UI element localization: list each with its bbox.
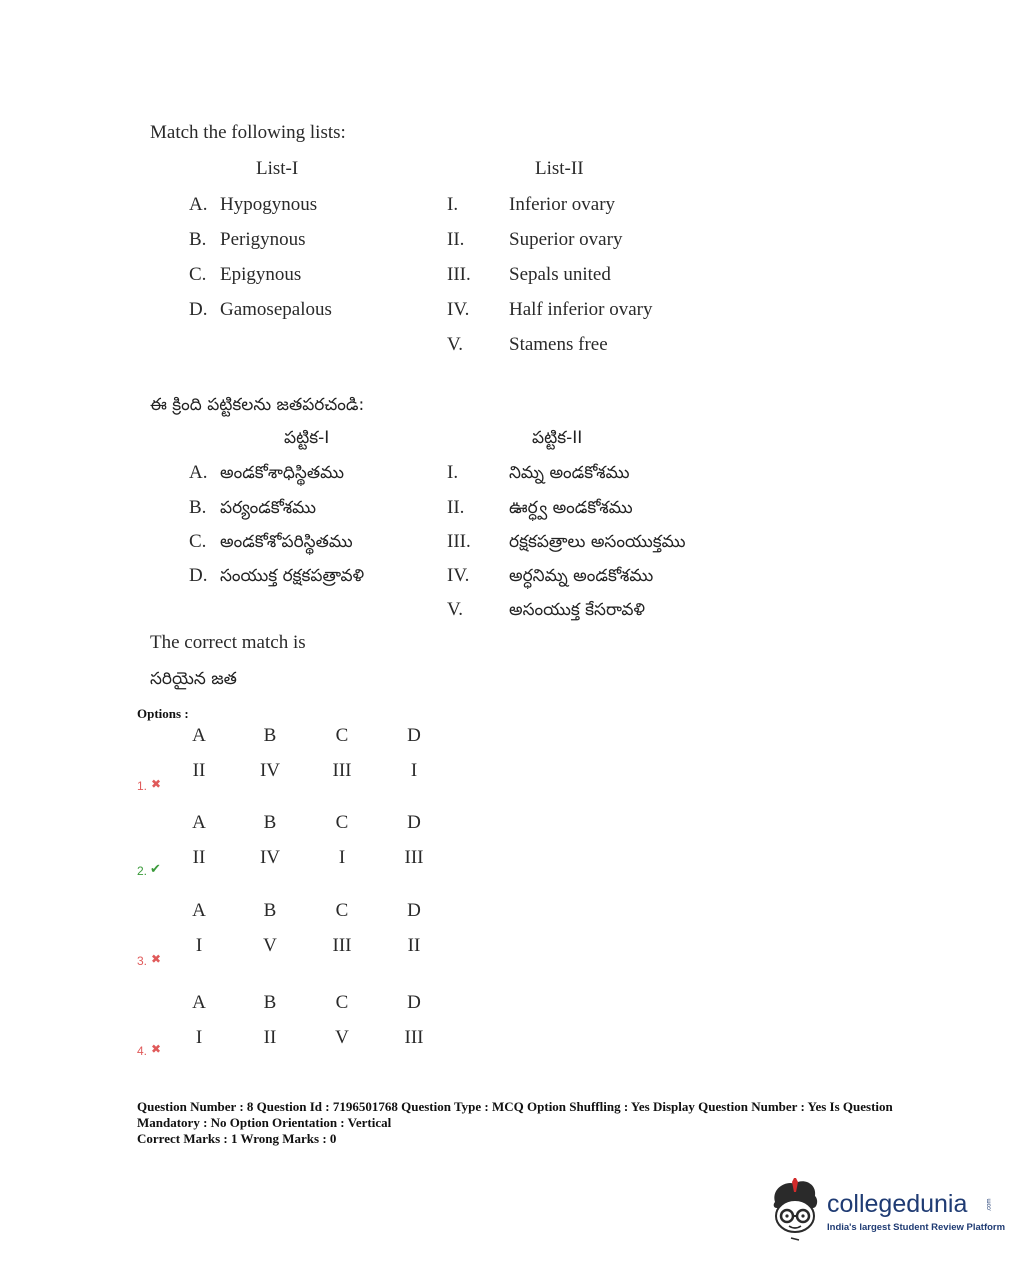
question-prompt-te: ఈ క్రింది పట్టికలను జతపరచండి:	[150, 395, 365, 415]
te-list2-numeral: II.	[447, 497, 465, 518]
list2-item: Superior ovary	[509, 229, 623, 250]
option-value: I	[195, 1027, 203, 1048]
te-list2-item: ఊర్ధ్వ అండకోశము	[509, 498, 633, 518]
list1-title: List-I	[256, 158, 299, 179]
option-value: III	[332, 935, 352, 956]
option-value: IV	[259, 847, 281, 868]
te-list1-letter: B.	[189, 497, 207, 518]
te-list1-letter: C.	[189, 531, 207, 552]
option-header: B	[263, 725, 277, 746]
te-list1-title: పట్టిక-I	[284, 428, 330, 448]
option-value: I	[195, 935, 203, 956]
te-list2-item: అర్ధనిమ్న అండకోశము	[509, 566, 654, 586]
list2-numeral: IV.	[447, 299, 470, 320]
option-number: 4.	[137, 1044, 148, 1058]
correct-check-icon: ✔	[150, 861, 161, 876]
te-list1-item: అండకోశోపరిస్థితము	[220, 532, 353, 552]
te-list1-item: సంయుక్త రక్షకపత్రావళి	[220, 566, 365, 586]
te-list2-title: పట్టిక-II	[532, 428, 583, 448]
logo-com: .com	[986, 1198, 993, 1212]
option-value: III	[404, 847, 424, 868]
option-header: C	[335, 812, 349, 833]
logo-tagline: India's largest Student Review Platform	[827, 1222, 1006, 1233]
option-header: B	[263, 812, 277, 833]
list2-title: List-II	[535, 158, 584, 179]
logo-wordmark: collegedunia	[827, 1190, 968, 1218]
te-list2-item: అసంయుక్త కేసరావళి	[509, 600, 645, 620]
option-header: C	[335, 725, 349, 746]
option-value: IV	[259, 760, 281, 781]
list2-numeral: III.	[447, 264, 471, 285]
list2-numeral: V.	[447, 334, 464, 355]
te-list1-item: అండకోశాధిస్థితము	[220, 463, 344, 483]
wrong-mark-icon: ✖	[151, 777, 162, 791]
mascot-icon	[765, 1178, 825, 1244]
answer-prompt-te: సరియైన జత	[150, 669, 237, 689]
option-header: C	[335, 992, 349, 1013]
option-value: II	[192, 847, 206, 868]
te-list2-numeral: V.	[447, 599, 464, 620]
collegedunia-logo[interactable]	[765, 1176, 1006, 1246]
option-header: C	[335, 900, 349, 921]
option-number: 2.	[137, 864, 148, 878]
wrong-mark-icon: ✖	[151, 952, 162, 966]
option-header: A	[192, 900, 206, 921]
option-header: D	[407, 725, 421, 746]
answer-prompt-en: The correct match is	[150, 632, 306, 653]
te-list1-item: పర్యండకోశము	[220, 498, 317, 518]
list2-item: Stamens free	[509, 334, 608, 355]
option-header: A	[192, 725, 206, 746]
wrong-mark-icon: ✖	[151, 1042, 162, 1056]
option-value: I	[338, 847, 346, 868]
option-number: 1.	[137, 779, 148, 793]
te-list2-numeral: I.	[447, 462, 459, 483]
option-header: A	[192, 812, 206, 833]
list1-item: Hypogynous	[220, 194, 318, 215]
list1-letter: B.	[189, 229, 207, 250]
question-meta: Question Number : 8 Question Id : 7196501768 Question Type : MCQ Option Shuffling : Yes Display Question Number : Yes Is Question Mandatory : No Option Orientation : Vertical	[137, 1099, 893, 1130]
option-value: III	[332, 760, 352, 781]
option-value: III	[404, 1027, 424, 1048]
option-value: II	[263, 1027, 277, 1048]
te-list2-item: నిమ్న అండకోశము	[509, 463, 630, 483]
te-list2-item: రక్షకపత్రాలు అసంయుక్తము	[509, 532, 686, 552]
option-value: II	[407, 935, 421, 956]
options-label: Options :	[137, 706, 189, 721]
list2-numeral: I.	[447, 194, 459, 215]
list1-item: Epigynous	[220, 264, 302, 285]
list1-letter: A.	[189, 194, 208, 215]
question-marks: Correct Marks : 1 Wrong Marks : 0	[137, 1131, 337, 1146]
option-header: B	[263, 992, 277, 1013]
list1-item: Perigynous	[220, 229, 306, 250]
question-prompt-en: Match the following lists:	[150, 122, 346, 143]
option-header: D	[407, 992, 421, 1013]
option-header: A	[192, 992, 206, 1013]
te-list2-numeral: IV.	[447, 565, 470, 586]
te-list1-letter: D.	[189, 565, 208, 586]
list1-letter: D.	[189, 299, 208, 320]
list1-letter: C.	[189, 264, 207, 285]
option-header: D	[407, 900, 421, 921]
list2-item: Inferior ovary	[509, 194, 616, 215]
option-value: V	[335, 1027, 349, 1048]
option-header: D	[407, 812, 421, 833]
option-header: B	[263, 900, 277, 921]
list2-item: Sepals united	[509, 264, 611, 285]
list2-numeral: II.	[447, 229, 465, 250]
option-value: II	[192, 760, 206, 781]
option-value: V	[263, 935, 277, 956]
te-list2-numeral: III.	[447, 531, 471, 552]
option-value: I	[410, 760, 418, 781]
list2-item: Half inferior ovary	[509, 299, 653, 320]
te-list1-letter: A.	[189, 462, 208, 483]
option-number: 3.	[137, 954, 148, 968]
list1-item: Gamosepalous	[220, 299, 332, 320]
